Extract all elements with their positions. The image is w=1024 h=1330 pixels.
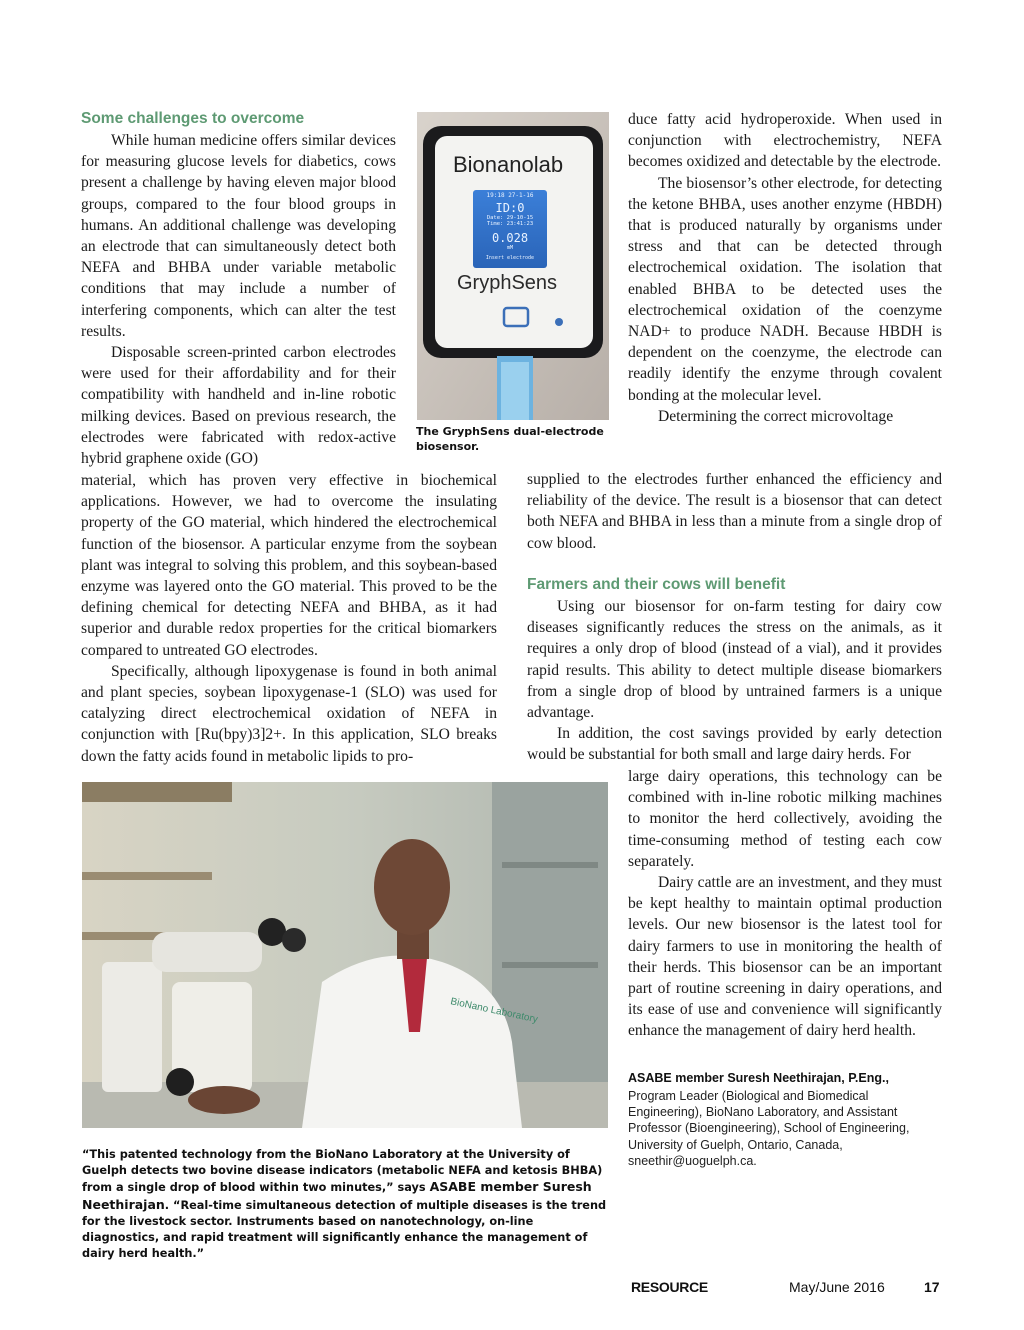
author-bio <box>628 1071 944 1169</box>
screen-message: Insert electrode <box>485 255 535 261</box>
paragraph: Dairy cattle are an investment, and they must be kept healthy to maintain optimal production levels. Our new biosensor is the latest tool for dairy farmers to use in monitoring the health of their herds. This biosensor can be an important part of routine screening in dairy operations, and its ease of use and convenience will significantly enhance the management of dairy herd health. <box>628 874 942 1040</box>
paragraph: In addition, the cost savings provided by early detection would be substantial for both small and large dairy herds. For <box>527 725 942 764</box>
caption-emphasis: ASABE member Suresh Neethirajan <box>82 1179 592 1212</box>
caption-text: . “Real-time simultaneous detection of multiple diseases is the trend for the livestock sector. Instruments based on nanotechnology, on-line diagnostics, and rapid treatment will significantly enhance the management of dairy herd health.” <box>82 1198 607 1261</box>
text-block-col2-wide <box>527 469 942 554</box>
author-details: Program Leader (Biological and Biomedical Engineering), BioNano Laboratory, and Assistant Professor (Bioengineering), School of Engineering, University of Guelph, Ontario, Canada, sneethir@uoguelph.ca. <box>628 1089 910 1168</box>
device-photo <box>417 112 609 420</box>
paragraph: Disposable screen-printed carbon electrodes were used for their affordability and for their compatibility with handheld and in-line robotic milking devices. Based on previous research, the electrodes were fabricated with redox-active hybrid graphene oxide (GO) <box>81 344 396 468</box>
paragraph: Specifically, although lipoxygenase is found in both animal and plant species, soybean lipoxygenase-1 (SLO) was used for catalyzing direct electrochemical oxidation of NEFA in conjunction with [Ru(bpy)3]2+. In this application, SLO breaks down the fatty acids found in metabolic lipids to pro- <box>81 662 497 765</box>
author-name: ASABE member Suresh Neethirajan, P.Eng., <box>628 1071 889 1085</box>
screen-value: 0.028 <box>491 231 529 245</box>
researcher-photo <box>82 782 608 1128</box>
text-block-col1-narrow <box>81 130 396 469</box>
screen-unit: mM <box>506 245 514 251</box>
screen-date: Date: 29-10-15 <box>486 215 534 221</box>
footer-magazine: RESOURCE <box>631 1279 708 1295</box>
footer-page-number: 17 <box>924 1279 940 1295</box>
lab-scene-illustration <box>82 782 608 1128</box>
device-caption: The GryphSens dual-electrode biosensor. <box>416 425 604 453</box>
text-block-col1-wide <box>81 470 497 767</box>
text-block-col2-lower <box>527 596 942 766</box>
section-heading-challenges: Some challenges to overcome <box>81 110 305 127</box>
paragraph: large dairy operations, this technology can be combined with in-line robotic milking machines to monitor the herd collectively, avoiding the time-consuming method of testing each cow separately. <box>628 768 942 870</box>
device-screen <box>473 192 547 261</box>
device-brand: Bionanolab <box>453 152 564 177</box>
paragraph: The biosensor’s other electrode, for detecting the ketone BHBA, uses another enzyme (HBDH) that is produced naturally by organisms under stress and that can be detected through electrochemical oxidation. The isolation that enabled BHBA to be detected uses the electrochemical oxidation of the coenzyme NAD+ to produce NADH. Because HBDH is dependent on the coenzyme, the electrode can readily identify the enzyme through covalent bonding at the molecular level. <box>628 174 942 404</box>
paragraph: duce fatty acid hydroperoxide. When used in conjunction with electrochemistry, NEFA becomes oxidized and detectable by the electrode. <box>628 111 942 171</box>
paragraph: Using our biosensor for on-farm testing for dairy cow diseases significantly reduces the stress on the animals, as it requires a only drop of blood (instead of a vial), and it provides rapid results. This ability to detect multiple disease biomarkers from a single drop of blood by untrained farmers is a unique advantage. <box>527 598 942 722</box>
paragraph: While human medicine offers similar devices for measuring glucose levels for diabetics, cows present a challenge by having eleven major blood groups, compared to the four blood groups in humans. An additional challenge was developing an electrode that can simultaneously detect both NEFA and BHBA under variable metabolic conditions that may include a number of interfering components, which can alter the test results. <box>81 132 396 340</box>
text-block-col3-bottom <box>628 766 942 1042</box>
screen-header: 19:18 27-1-16 <box>486 192 534 199</box>
caption-text: “This patented technology from the BioNano Laboratory at the University of Guelph detects two bovine disease indicators (metabolic NEFA and ketosis BHBA) from a single drop of blood within two minutes,” says <box>82 1148 603 1195</box>
device-model-label: GryphSens <box>457 272 558 294</box>
coat-logo: BioNano Laboratory <box>449 996 539 1026</box>
paragraph: Determining the correct microvoltage <box>658 407 894 425</box>
paragraph: material, which has proven very effective in biochemical applications. However, we had to overcome the insulating property of the GO material, which hindered the electrochemical function of the biosensor. A particular enzyme from the soybean plant was integral to solving this problem, and this soybean-based enzyme was layered onto the GO material. This proved to be the defining chemical for detecting NEFA and BHBA, as it had superior and durable redox properties for the critical biomarkers compared to untreated GO electrodes. <box>81 472 497 659</box>
footer-issue: May/June 2016 <box>789 1279 885 1295</box>
screen-time: Time: 23:41:23 <box>486 221 534 227</box>
photo-caption <box>82 1147 610 1262</box>
text-block-col3-top <box>628 109 942 427</box>
screen-id: ID:0 <box>495 201 525 215</box>
paragraph: supplied to the electrodes further enhanced the efficiency and reliability of the device. The result is a biosensor that can detect both NEFA and BHBA in less than a minute from a single drop of cow blood. <box>527 471 942 552</box>
section-heading-farmers: Farmers and their cows will benefit <box>527 576 786 593</box>
